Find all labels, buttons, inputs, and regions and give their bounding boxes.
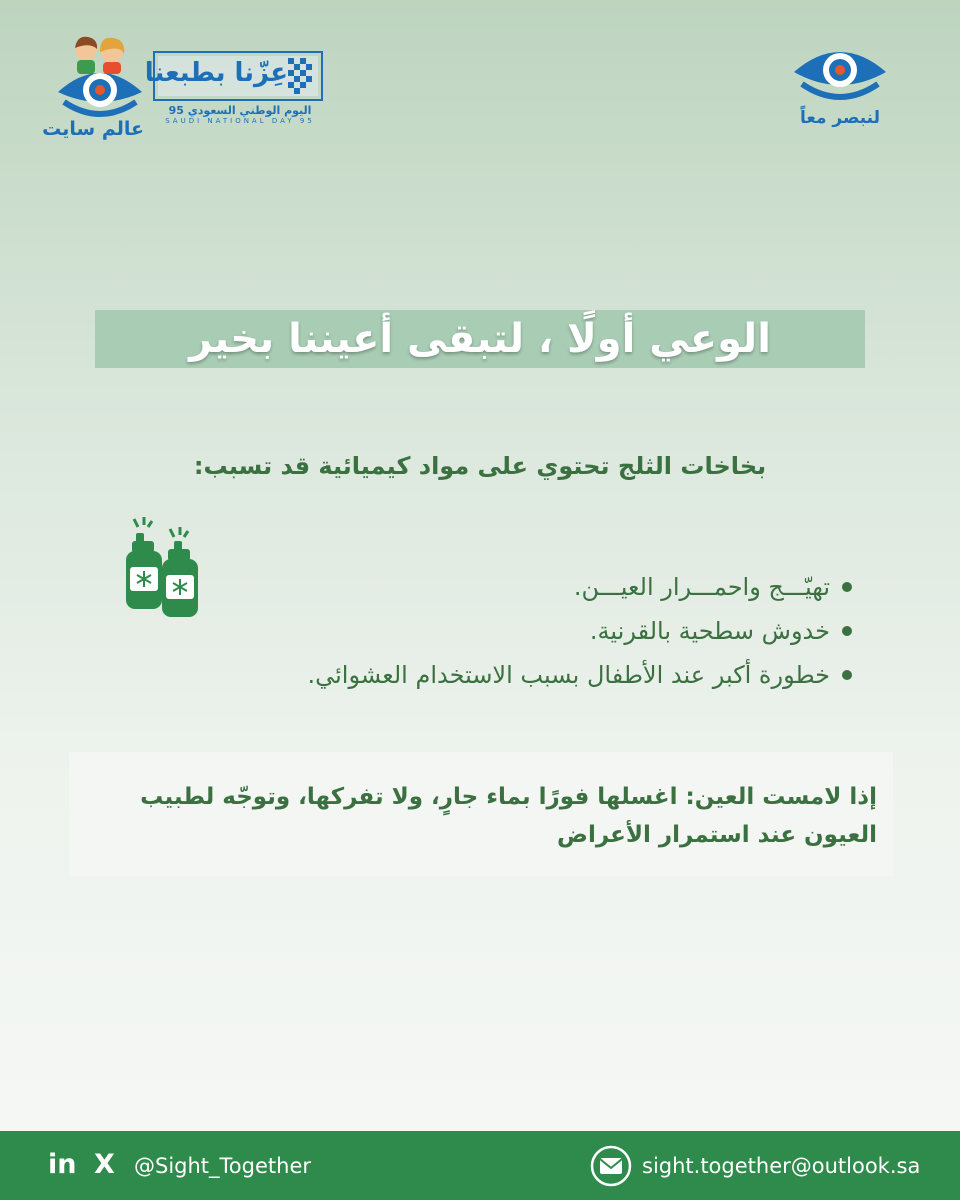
list-item <box>152 609 852 653</box>
national-day-arabic-subtitle: اليوم الوطني السعودي 95 <box>168 104 312 117</box>
subtitle: بخاخات الثلج تحتوي على مواد كيميائية قد تسبب: <box>193 452 767 480</box>
mail-icon <box>590 1145 632 1187</box>
symptoms-list <box>152 565 852 697</box>
x-icon[interactable]: X <box>94 1149 115 1180</box>
footer-bar <box>0 1131 960 1200</box>
bullet-text: خدوش سطحية بالقرنية. <box>589 617 830 645</box>
contact-email[interactable]: sight.together@outlook.sa <box>642 1154 921 1178</box>
national-day-title: عِزّنا بطبعنا <box>144 58 288 88</box>
national-day-english-subtitle: SAUDI NATIONAL DAY 95 <box>165 117 315 125</box>
bullet-icon <box>842 582 852 592</box>
social-handle[interactable]: @Sight_Together <box>134 1154 311 1178</box>
sight-together-label: لنبصر معاً <box>799 108 880 128</box>
list-item <box>152 653 852 697</box>
linkedin-icon[interactable]: in <box>48 1149 77 1180</box>
page-title: الوعي أولًا ، لتبقى أعيننا بخير <box>189 316 771 362</box>
bullet-icon <box>842 670 852 680</box>
tip-text: إذا لامست العين: اغسلها فورًا بماء جارٍ، ولا تفركها، وتوجّه لطبيب العيون عند استمرار الأعراض <box>140 784 877 848</box>
bullet-text: خطورة أكبر عند الأطفال بسبب الاستخدام العشوائي. <box>307 661 830 689</box>
bullet-icon <box>842 626 852 636</box>
list-item <box>152 565 852 609</box>
bullet-text: تهيّـــج واحمـــرار العيـــن. <box>573 573 830 601</box>
tip-box <box>69 752 893 876</box>
world-of-sight-label: عالم سايت <box>42 118 144 140</box>
title-banner <box>95 310 865 368</box>
